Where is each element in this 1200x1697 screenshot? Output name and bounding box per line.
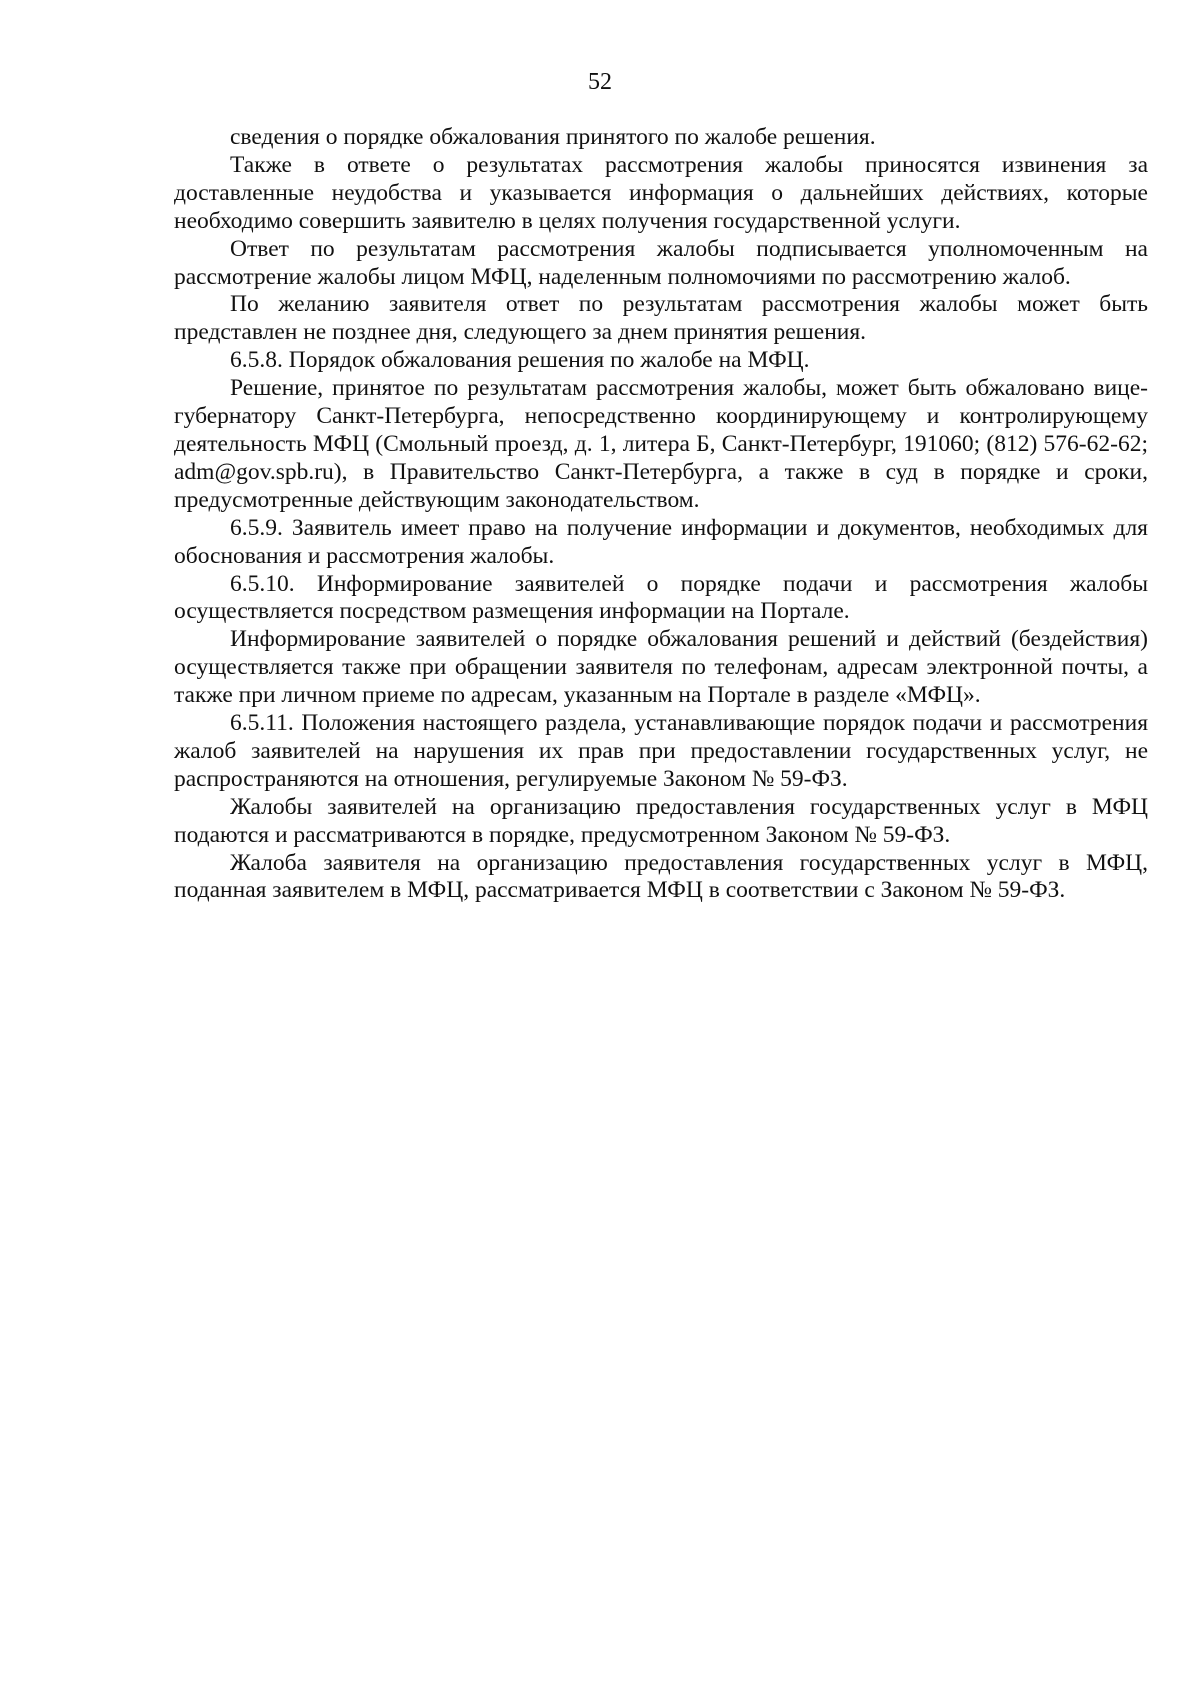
page-number: 52: [588, 69, 612, 95]
paragraph: Также в ответе о результатах рассмотрения жалобы приносятся извинения за доставленные неудобства и указывается информация о дальнейших действиях, которые необходимо совершить заявителю в целях получения государственной услуги.: [174, 151, 1148, 234]
section-6-5-10: 6.5.10. Информирование заявителей о порядке подачи и рассмотрения жалобы осуществляется посредством размещения информации на Портале.: [174, 570, 1148, 625]
paragraph: Ответ по результатам рассмотрения жалобы подписывается уполномоченным на рассмотрение жалобы лицом МФЦ, наделенным полномочиями по рассмотрению жалоб.: [174, 235, 1148, 290]
paragraph: Решение, принятое по результатам рассмотрения жалобы, может быть обжаловано вице-губернатору Санкт-Петербурга, непосредственно координирующему и контролирующему деятельность МФЦ (Смольный проезд, д. 1, литера Б, Санкт-Петербург, 191060; (812) 576-62-62; adm@gov.spb.ru), в Правительство Санкт-Петербурга, а также в суд в порядке и сроки, предусмотренные действующим законодательством.: [174, 375, 1148, 513]
section-6-5-9: 6.5.9. Заявитель имеет право на получение информации и документов, необходимых для обоснования и рассмотрения жалобы.: [174, 514, 1148, 569]
section-6-5-11: 6.5.11. Положения настоящего раздела, устанавливающие порядок подачи и рассмотрения жалоб заявителей на нарушения их прав при предоставлении государственных услуг, не распространяются на отношения, регулируемые Законом № 59-ФЗ.: [174, 710, 1148, 792]
paragraph: Жалоба заявителя на организацию предоставления государственных услуг в МФЦ, поданная заявителем в МФЦ, рассматривается МФЦ в соответствии с Законом № 59-ФЗ.: [174, 849, 1148, 904]
paragraph: Информирование заявителей о порядке обжалования решений и действий (бездействия) осуществляется также при обращении заявителя по телефонам, адресам электронной почты, а также при личном приеме по адресам, указанным на Портале в разделе «МФЦ».: [174, 626, 1148, 709]
paragraph: По желанию заявителя ответ по результатам рассмотрения жалобы может быть представлен не позднее дня, следующего за днем принятия решения.: [174, 291, 1148, 346]
document-body: [174, 124, 1148, 905]
paragraph: сведения о порядке обжалования принятого по жалобе решения.: [230, 124, 876, 150]
section-heading-6-5-8: 6.5.8. Порядок обжалования решения по жалобе на МФЦ.: [230, 347, 810, 374]
paragraph: Жалобы заявителей на организацию предоставления государственных услуг в МФЦ подаются и рассматриваются в порядке, предусмотренном Законом № 59-ФЗ.: [174, 793, 1148, 848]
